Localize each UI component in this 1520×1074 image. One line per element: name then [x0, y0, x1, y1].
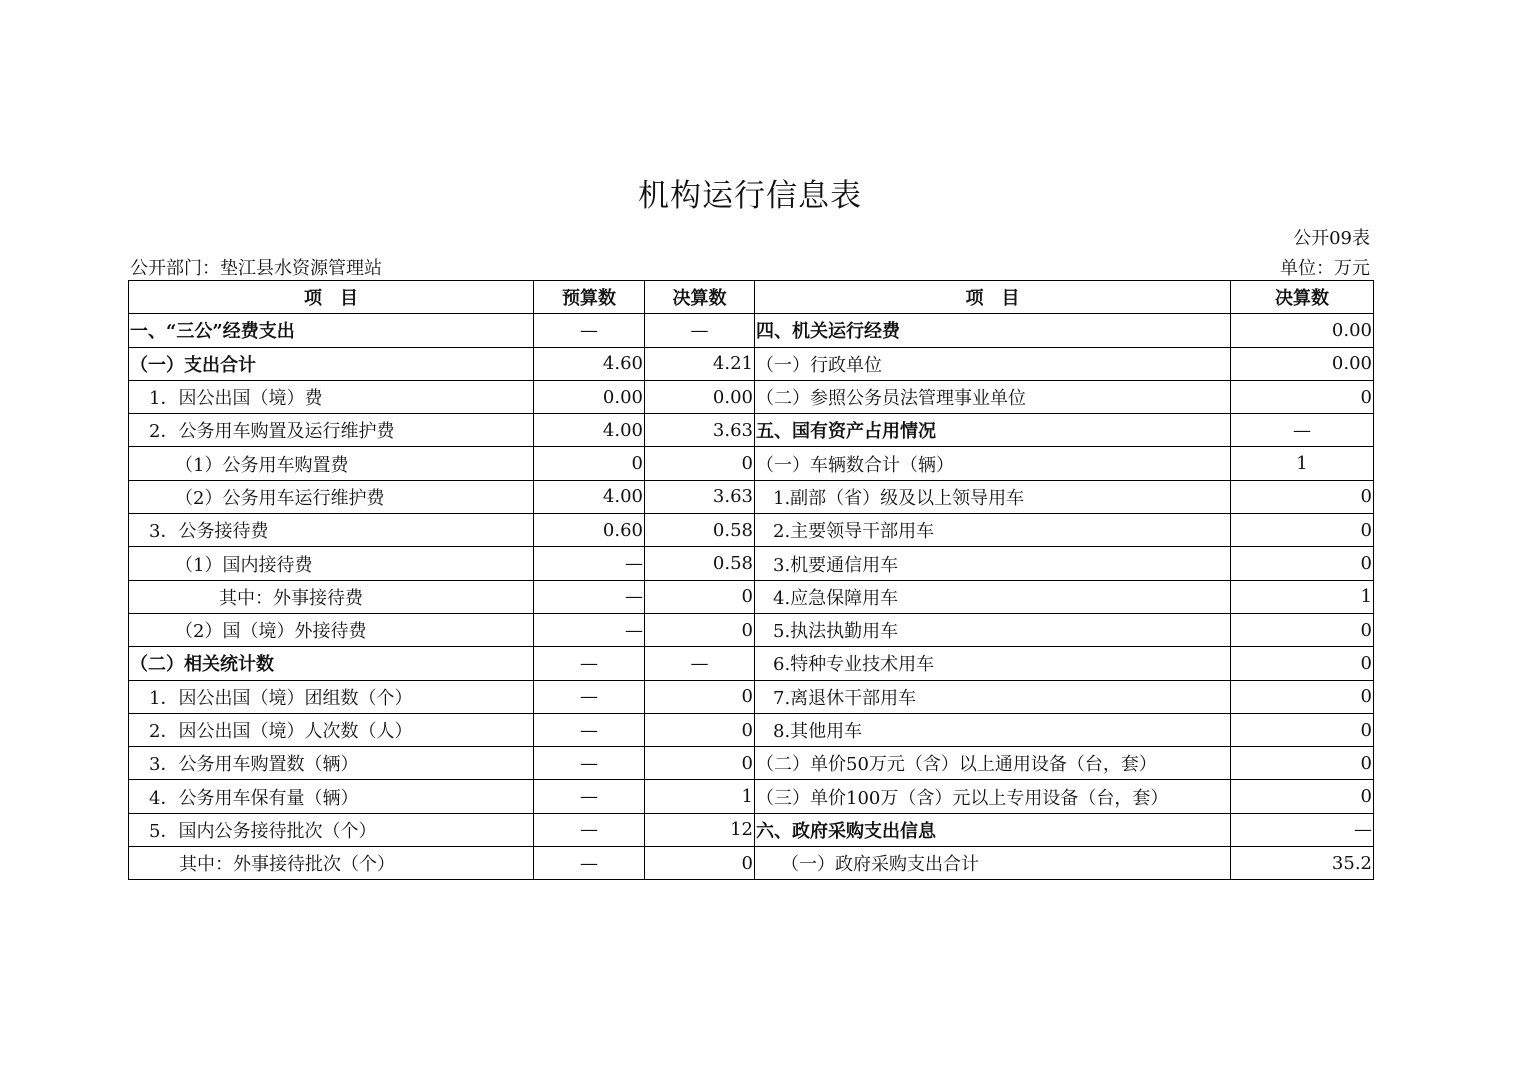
row-item-left: （2）公务用车运行维护费 — [129, 480, 534, 513]
row-item-left: （1）公务用车购置费 — [129, 447, 534, 480]
row-budget: 4.00 — [534, 414, 645, 447]
header-budget: 预算数 — [534, 281, 645, 314]
row-final-left: 0 — [645, 713, 755, 746]
row-item-right: 5.执法执勤用车 — [755, 613, 1231, 646]
row-item-right: （一）政府采购支出合计 — [755, 847, 1231, 880]
row-final-right: 0.00 — [1231, 347, 1374, 380]
row-budget: 0 — [534, 447, 645, 480]
row-item-left: 其中：外事接待批次（个） — [129, 847, 534, 880]
table-row — [129, 713, 1374, 746]
row-final-right: — — [1231, 813, 1374, 846]
row-budget: — — [534, 847, 645, 880]
row-budget: — — [534, 680, 645, 713]
row-budget: — — [534, 580, 645, 613]
row-final-right: 1 — [1231, 447, 1374, 480]
row-final-left: 0 — [645, 680, 755, 713]
row-final-left: 0 — [645, 447, 755, 480]
row-item-right: 7.离退休干部用车 — [755, 680, 1231, 713]
table-header-row — [129, 281, 1374, 314]
row-item-right: （三）单价100万（含）元以上专用设备（台，套） — [755, 780, 1231, 813]
row-final-right: 0 — [1231, 514, 1374, 547]
row-final-right: 0.00 — [1231, 314, 1374, 347]
row-item-left: 一、“三公”经费支出 — [129, 314, 534, 347]
row-final-left: 0.58 — [645, 547, 755, 580]
row-item-left: 4．公务用车保有量（辆） — [129, 780, 534, 813]
table-row — [129, 647, 1374, 680]
row-item-left: （2）国（境）外接待费 — [129, 613, 534, 646]
row-item-right: （一）行政单位 — [755, 347, 1231, 380]
row-item-right: 4.应急保障用车 — [755, 580, 1231, 613]
row-final-right: 0 — [1231, 647, 1374, 680]
row-item-left: 其中：外事接待费 — [129, 580, 534, 613]
row-final-left: 0 — [645, 847, 755, 880]
row-final-left: 1 — [645, 780, 755, 813]
row-budget: 0.60 — [534, 514, 645, 547]
row-final-left: 3.63 — [645, 480, 755, 513]
row-item-left: 3．公务用车购置数（辆） — [129, 747, 534, 780]
row-final-left: 0 — [645, 580, 755, 613]
row-budget: — — [534, 813, 645, 846]
row-final-left: 3.63 — [645, 414, 755, 447]
row-budget: — — [534, 613, 645, 646]
table-row — [129, 314, 1374, 347]
row-final-right: 0 — [1231, 680, 1374, 713]
header-final-left: 决算数 — [645, 281, 755, 314]
row-item-right: 1.副部（省）级及以上领导用车 — [755, 480, 1231, 513]
row-budget: — — [534, 314, 645, 347]
row-budget: — — [534, 647, 645, 680]
row-item-right: 2.主要领导干部用车 — [755, 514, 1231, 547]
row-final-left: — — [645, 314, 755, 347]
row-item-right: （二）单价50万元（含）以上通用设备（台，套） — [755, 747, 1231, 780]
row-final-right: 0 — [1231, 780, 1374, 813]
row-final-right: 0 — [1231, 380, 1374, 413]
row-budget: — — [534, 713, 645, 746]
row-item-left: 2．因公出国（境）人次数（人） — [129, 713, 534, 746]
row-budget: — — [534, 780, 645, 813]
row-item-left: 2．公务用车购置及运行维护费 — [129, 414, 534, 447]
row-item-right: 8.其他用车 — [755, 713, 1231, 746]
row-item-left: （一）支出合计 — [129, 347, 534, 380]
row-item-left: 5．国内公务接待批次（个） — [129, 813, 534, 846]
table-row — [129, 847, 1374, 880]
row-item-right: （二）参照公务员法管理事业单位 — [755, 380, 1231, 413]
row-final-right: 0 — [1231, 480, 1374, 513]
table-row — [129, 613, 1374, 646]
row-final-right: 0 — [1231, 747, 1374, 780]
row-final-right: 0 — [1231, 547, 1374, 580]
row-item-left: （二）相关统计数 — [129, 647, 534, 680]
info-table — [128, 280, 1374, 880]
row-item-right: 6.特种专业技术用车 — [755, 647, 1231, 680]
row-budget: — — [534, 747, 645, 780]
header-item-left: 项 目 — [129, 281, 534, 314]
department-label: 公开部门：垫江县水资源管理站 — [130, 258, 382, 279]
row-budget: 0.00 — [534, 380, 645, 413]
row-budget: 4.60 — [534, 347, 645, 380]
table-row — [129, 580, 1374, 613]
header-item-right: 项 目 — [755, 281, 1231, 314]
row-item-right: 四、机关运行经费 — [755, 314, 1231, 347]
form-number: 公开09表 — [1293, 228, 1370, 249]
header-final-right: 决算数 — [1231, 281, 1374, 314]
table-row — [129, 747, 1374, 780]
row-final-right: 35.2 — [1231, 847, 1374, 880]
table-row — [129, 380, 1374, 413]
table-row — [129, 514, 1374, 547]
row-budget: — — [534, 547, 645, 580]
table-row — [129, 414, 1374, 447]
unit-label: 单位：万元 — [1280, 258, 1370, 279]
row-budget: 4.00 — [534, 480, 645, 513]
row-final-left: 0 — [645, 747, 755, 780]
table-row — [129, 780, 1374, 813]
row-final-right: 0 — [1231, 713, 1374, 746]
row-item-right: 五、国有资产占用情况 — [755, 414, 1231, 447]
row-final-left: 12 — [645, 813, 755, 846]
row-final-right: — — [1231, 414, 1374, 447]
row-final-left: 0 — [645, 613, 755, 646]
row-item-right: 3.机要通信用车 — [755, 547, 1231, 580]
row-final-left: 0.00 — [645, 380, 755, 413]
table-row — [129, 480, 1374, 513]
row-final-left: 0.58 — [645, 514, 755, 547]
row-final-right: 0 — [1231, 613, 1374, 646]
table-row — [129, 347, 1374, 380]
row-final-left: 4.21 — [645, 347, 755, 380]
row-item-right: （一）车辆数合计（辆） — [755, 447, 1231, 480]
row-item-right: 六、政府采购支出信息 — [755, 813, 1231, 846]
table-row — [129, 447, 1374, 480]
row-item-left: 1．因公出国（境）团组数（个） — [129, 680, 534, 713]
page-title: 机构运行信息表 — [638, 178, 862, 214]
row-item-left: （1）国内接待费 — [129, 547, 534, 580]
row-final-right: 1 — [1231, 580, 1374, 613]
row-final-left: — — [645, 647, 755, 680]
table-row — [129, 547, 1374, 580]
table-row — [129, 680, 1374, 713]
row-item-left: 3．公务接待费 — [129, 514, 534, 547]
table-row — [129, 813, 1374, 846]
row-item-left: 1．因公出国（境）费 — [129, 380, 534, 413]
